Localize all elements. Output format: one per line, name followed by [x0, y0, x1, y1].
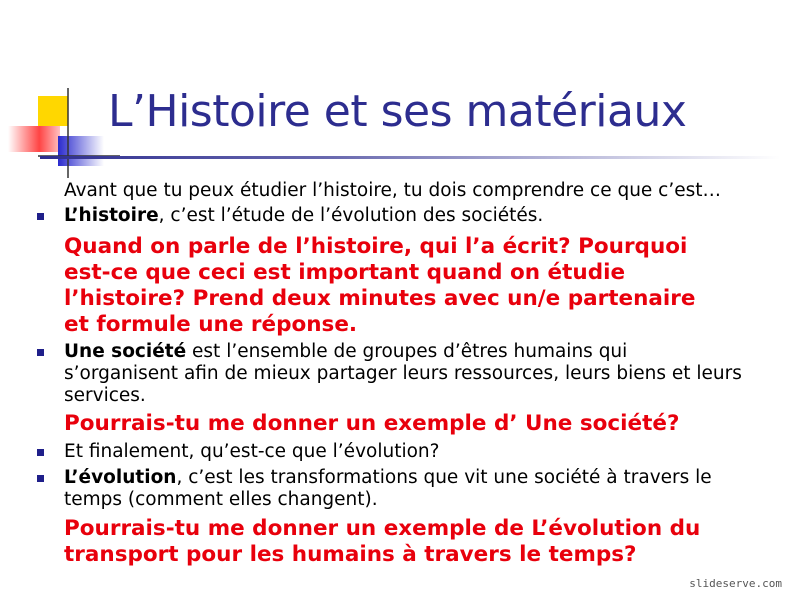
- bullet-icon: [37, 449, 44, 456]
- slide-decoration-logo: [0, 0, 120, 180]
- bullet-histoire: [64, 206, 543, 226]
- bullet-icon: [37, 349, 44, 356]
- bullet-evolution-line-2: temps (comment elles changent).: [64, 489, 378, 510]
- term-evolution: L’évolution: [64, 467, 177, 488]
- bullet-societe-line-1: [64, 342, 627, 362]
- bullet-evolution-line-1: [64, 468, 712, 488]
- logo-red-square: [8, 126, 60, 152]
- question-1-line-2: est-ce que ceci est important quand on étudie: [64, 260, 626, 285]
- bullet-societe-line-3: services.: [64, 385, 146, 406]
- slide-title: L’Histoire et ses matériaux: [108, 86, 687, 137]
- bullet-icon: [37, 475, 44, 482]
- watermark: slideserve.com: [689, 577, 782, 590]
- question-1-line-3: l’histoire? Prend deux minutes avec un/e partenaire: [64, 286, 696, 311]
- definition-evolution: , c’est les transformations que vit une société à travers le: [176, 467, 712, 488]
- bullet-evolution-question: Et finalement, qu’est-ce que l’évolution?: [64, 441, 440, 462]
- intro-text: Avant que tu peux étudier l’histoire, tu dois comprendre ce que c’est…: [64, 180, 722, 201]
- title-underline: [40, 156, 780, 159]
- question-1-line-4: et formule une réponse.: [64, 312, 358, 337]
- term-histoire: L’histoire: [64, 205, 159, 226]
- term-societe: Une société: [64, 341, 187, 362]
- question-2: Pourrais-tu me donner un exemple d’ Une société?: [64, 411, 680, 436]
- logo-blue-square: [58, 136, 104, 166]
- logo-yellow-square: [38, 96, 68, 126]
- question-3-line-2: transport pour les humains à travers le temps?: [64, 542, 637, 567]
- bullet-icon: [37, 213, 44, 220]
- definition-societe: est l’ensemble de groupes d’êtres humains qui: [186, 341, 628, 362]
- definition-histoire: , c’est l’étude de l’évolution des sociétés.: [158, 205, 544, 226]
- question-1-line-1: Quand on parle de l’histoire, qui l’a écrit? Pourquoi: [64, 234, 688, 259]
- bullet-societe-line-2: s’organisent afin de mieux partager leurs ressources, leurs biens et leurs: [64, 363, 742, 384]
- question-3-line-1: Pourrais-tu me donner un exemple de L’évolution du: [64, 516, 701, 541]
